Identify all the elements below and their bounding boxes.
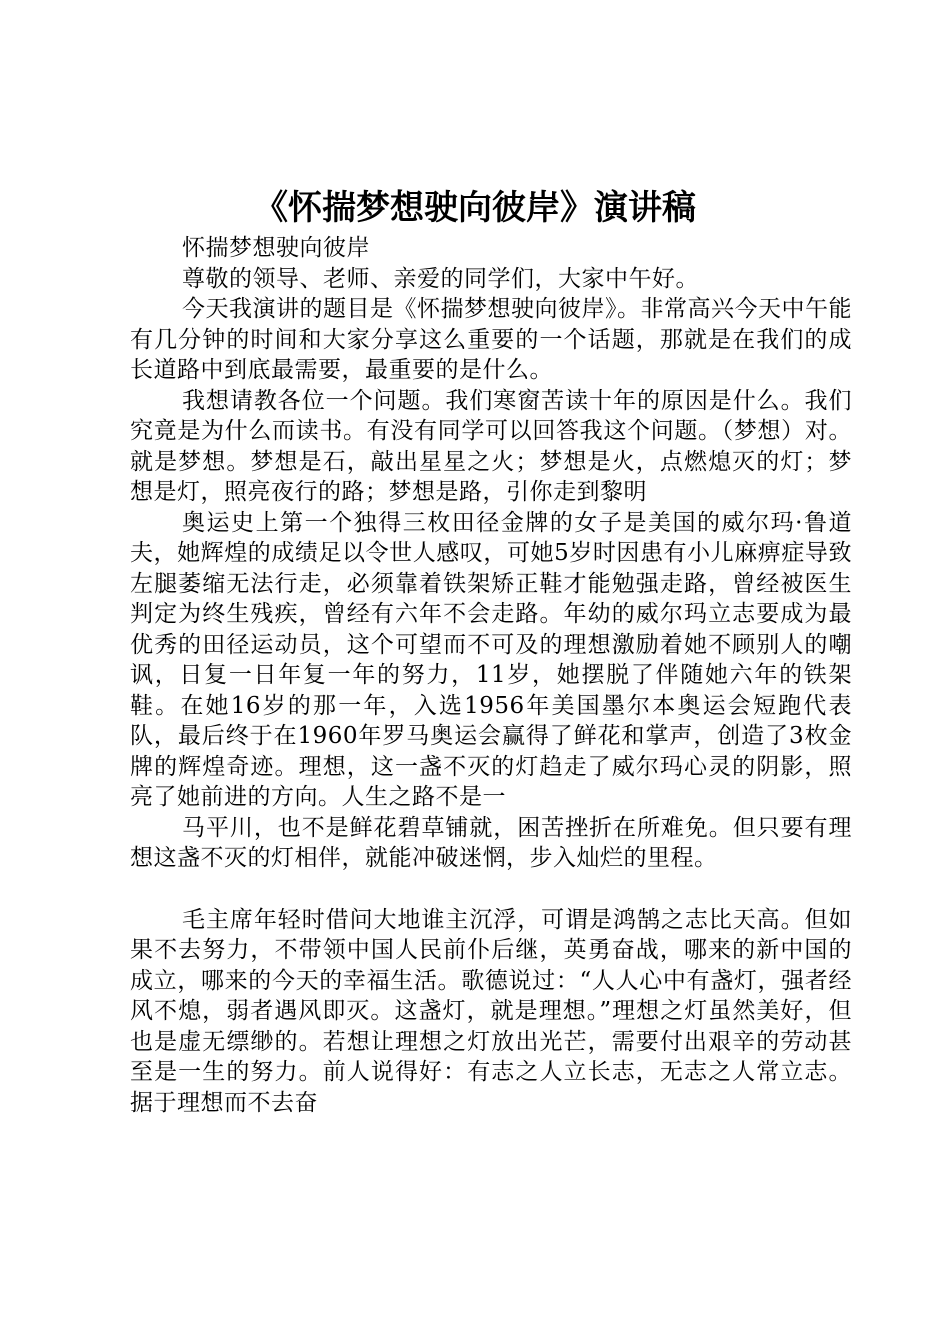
paragraph-greeting: 尊敬的领导、老师、亲爱的同学们，大家中午好。 [182,265,699,292]
document-title: 《怀揣梦想驶向彼岸》演讲稿 [254,188,696,228]
paragraph-intro: 今天我演讲的题目是《怀揣梦想驶向彼岸》。非常高兴今天中午能有几分钟的时间和大家分享这么重要的一个话题，那就是在我们的成长道路中到底最需要，最重要的是什么。 [130,296,852,383]
paragraph-continuation: 马平川，也不是鲜花碧草铺就，困苦挫折在所难免。但只要有理想这盏不灭的灯相伴，就能冲破迷惘，步入灿烂的里程。 [130,814,852,871]
paragraph-question: 我想请教各位一个问题。我们寒窗苦读十年的原因是什么。我们究竟是为什么而读书。有没有同学可以回答我这个问题。（梦想）对。就是梦想。梦想是石，敲出星星之火；梦想是火，点燃熄灭的灯；梦想是灯，照亮夜行的路；梦想是路，引你走到黎明 [130,387,852,505]
paragraph-wilma: 奥运史上第一个独得三枚田径金牌的女子是美国的威尔玛·鲁道夫，她辉煌的成绩足以令世人感叹，可她5岁时因患有小儿麻痹症导致左腿萎缩无法行走，必须靠着铁架矫正鞋才能勉强走路，曾经被医生判定为终生残疾，曾经有六年不会走路。年幼的威尔玛立志要成为最优秀的田径运动员，这个可望而不可及的理想激励着她不顾别人的嘲讽，日复一日年复一年的努力，11岁，她摆脱了伴随她六年的铁架鞋。在她16岁的那一年，入选1956年美国墨尔本奥运会短跑代表队，最后终于在1960年罗马奥运会赢得了鲜花和掌声，创造了3枚金牌的辉煌奇迹。理想，这一盏不灭的灯趋走了威尔玛心灵的阴影，照亮了她前进的方向。人生之路不是一 [130,509,852,810]
paragraph-subtitle: 怀揣梦想驶向彼岸 [182,235,370,261]
document-body [130,233,852,1118]
paragraph-chairman-mao: 毛主席年轻时借问大地谁主沉浮，可谓是鸿鹄之志比天高。但如果不去努力，不带领中国人民前仆后继，英勇奋战，哪来的新中国的成立，哪来的今天的幸福生活。歌德说过：“人人心中有盏灯，强者经风不熄，弱者遇风即灭。这盏灯，就是理想。”理想之灯虽然美好，但也是虚无缥缈的。若想让理想之灯放出光芒，需要付出艰辛的劳动甚至是一生的努力。前人说得好：有志之人立长志，无志之人常立志。据于理想而不去奋 [130,906,852,1116]
